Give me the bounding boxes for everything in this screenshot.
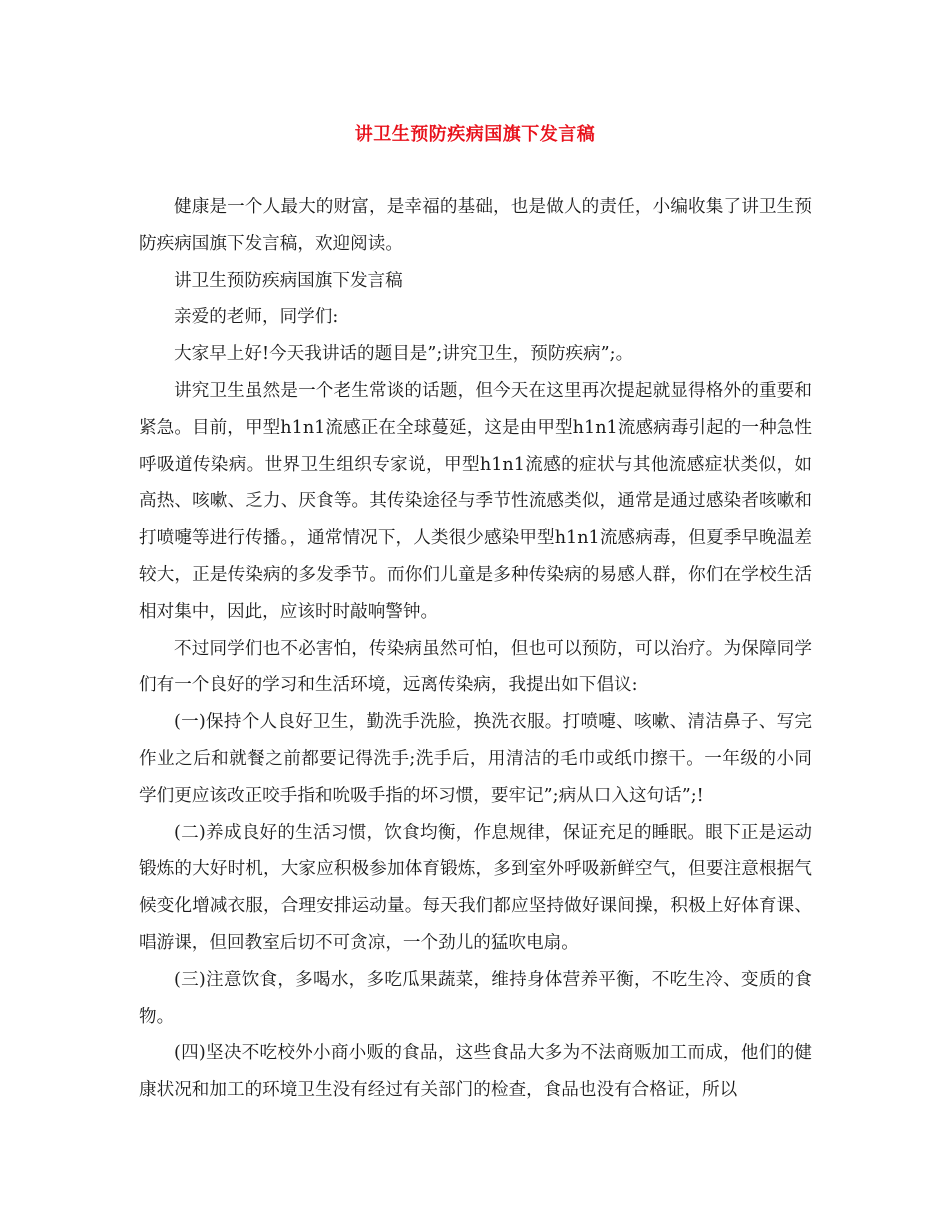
paragraph-proposal-intro: 不过同学们也不必害怕，传染病虽然可怕，但也可以预防，可以治疗。为保障同学们有一个良好的学习和生活环境，远离传染病，我提出如下倡议: (139, 638, 812, 696)
paragraph-greeting: 大家早上好!今天我讲话的题目是”;讲究卫生，预防疾病”;。 (174, 344, 634, 365)
paragraph-item-4: (四)坚决不吃校外小商小贩的食品，这些食品大多为不法商贩加工而成，他们的健康状况和加工的环境卫生没有经过有关部门的检查，食品也没有合格证，所以 (139, 1043, 812, 1101)
paragraph-salutation: 亲爱的老师，同学们: (174, 307, 339, 328)
document-title: 讲卫生预防疾病国旗下发言稿 (354, 124, 596, 145)
paragraph-item-1: (一)保持个人良好卫生，勤洗手洗脸，换洗衣服。打喷嚏、咳嗽、清洁鼻子、写完作业之后和就餐之前都要记得洗手;洗手后，用清洁的毛巾或纸巾擦干。一年级的小同学们更应该改正咬手指和吮吸手指的坏习惯，要牢记”;病从口入这句话”;! (139, 712, 812, 806)
paragraph-item-2: (二)养成良好的生活习惯，饮食均衡，作息规律，保证充足的睡眠。眼下正是运动锻炼的大好时机，大家应积极参加体育锻炼，多到室外呼吸新鲜空气，但要注意根据气候变化增减衣服，合理安排运动量。每天我们都应坚持做好课间操，积极上好体育课、唱游课，但回教室后切不可贪凉，一个劲儿的猛吹电扇。 (139, 822, 812, 953)
paragraph-item-3: (三)注意饮食，多喝水，多吃瓜果蔬菜，维持身体营养平衡，不吃生冷、变质的食物。 (139, 969, 812, 1027)
paragraph-subtitle: 讲卫生预防疾病国旗下发言稿 (174, 270, 403, 291)
document-body (139, 189, 812, 1109)
paragraph-background: 讲究卫生虽然是一个老生常谈的话题，但今天在这里再次提起就显得格外的重要和紧急。目前，甲型h1n1流感正在全球蔓延，这是由甲型h1n1流感病毒引起的一种急性呼吸道传染病。世界卫生组织专家说，甲型h1n1流感的症状与其他流感症状类似，如高热、咳嗽、乏力、厌食等。其传染途径与季节性流感类似，通常是通过感染者咳嗽和打喷嚏等进行传播。，通常情况下，人类很少感染甲型h1n1流感病毒，但夏季早晚温差较大，正是传染病的多发季节。而你们儿童是多种传染病的易感人群，你们在学校生活相对集中，因此，应该时时敲响警钟。 (139, 380, 812, 622)
paragraph-intro: 健康是一个人最大的财富，是幸福的基础，也是做人的责任，小编收集了讲卫生预防疾病国旗下发言稿，欢迎阅读。 (139, 197, 812, 254)
